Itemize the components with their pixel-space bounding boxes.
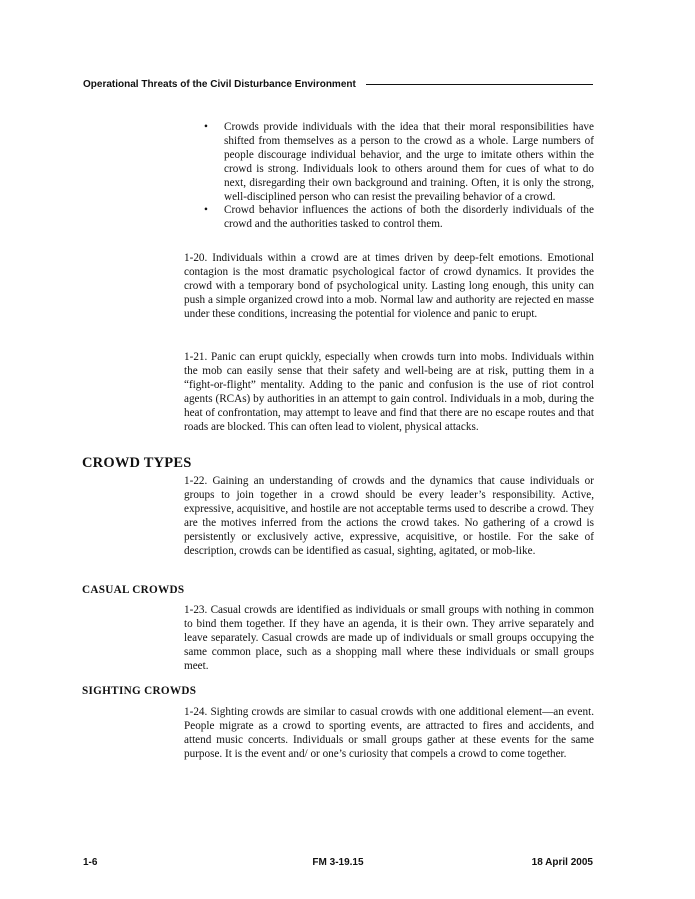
bullet-item	[184, 121, 594, 204]
bullet-text: Crowds provide individuals with the idea that their moral responsibilities have shifted from themselves as a person to the crowd as a whole. Large numbers of people discourage individual behavior, and the urge to imitate others within the crowd is strong. Individuals look to others around them for cues of what to do next, disregarding their own background and training. Often, it is only the strong, well-disciplined person who can resist the prevailing behavior of a crowd.	[224, 121, 594, 203]
paragraph-1-22-block	[184, 475, 594, 558]
paragraph-1-23: 1-23. Casual crowds are identified as individuals or small groups with nothing in common to bind them together. If they have an agenda, it is their own. They arrive separately and leave separately. Casual crowds are made up of individuals or small groups occupying the same common place, such as a shopping mall where these individuals or small groups meet.	[184, 604, 594, 672]
bullet-dot-icon: •	[204, 204, 208, 217]
page-footer	[83, 857, 593, 871]
paragraph-1-24: 1-24. Sighting crowds are similar to casual crowds with one additional element—an event. People migrate as a crowd to sporting events, are attracted to fires and accidents, and attend music concerts. Individuals or small groups gather at these events for the same purpose. It is the event and/ or one’s curiosity that compels a crowd to come together.	[184, 706, 594, 760]
bullet-list-block	[184, 121, 594, 232]
paragraph-1-22: 1-22. Gaining an understanding of crowds and the dynamics that cause individuals or groups to join together in a crowd should be every leader’s responsibility. Active, expressive, acquisitive, and hostile are not acceptable terms used to describe a crowd. They are the motives inferred from the actions the crowd takes. No gathering of a crowd is persistently or exclusively active, expressive, acquisitive, or hostile. For the sake of description, crowds can be identified as casual, sighting, agitated, or mob-like.	[184, 475, 594, 557]
bullet-dot-icon: •	[204, 121, 208, 133]
running-head	[83, 79, 593, 90]
subsection-heading-sighting-crowds: SIGHTING CROWDS	[82, 685, 197, 697]
paragraph-1-20: 1-20. Individuals within a crowd are at times driven by deep-felt emotions. Emotional contagion is the most dramatic psychological factor of crowd dynamics. It provides the crowd with a temporary bond of psychological unity. Lasting long enough, this unity can push a simple organized crowd into a mob. Normal law and authority are rejected en masse under these conditions, increasing the potential for violence and panic to erupt.	[184, 252, 594, 320]
bullet-text: Crowd behavior influences the actions of both the disorderly individuals of the crowd and the authorities tasked to control them.	[224, 204, 594, 231]
footer-manual-id: FM 3-19.15	[312, 857, 364, 868]
paragraph-1-23-block	[184, 604, 594, 674]
footer-page-number: 1-6	[83, 857, 98, 868]
section-heading-crowd-types: CROWD TYPES	[82, 455, 192, 471]
paragraph-1-20-block	[184, 252, 594, 322]
paragraph-1-21-block	[184, 351, 594, 434]
subsection-heading-casual-crowds: CASUAL CROWDS	[82, 584, 185, 596]
bullet-item	[184, 204, 594, 232]
footer-date: 18 April 2005	[531, 857, 593, 868]
running-head-rule	[366, 84, 593, 85]
running-head-title: Operational Threats of the Civil Disturbance Environment	[83, 79, 356, 90]
paragraph-1-24-block	[184, 706, 594, 762]
bullet-list	[184, 121, 594, 232]
paragraph-1-21: 1-21. Panic can erupt quickly, especially when crowds turn into mobs. Individuals within the mob can easily sense that their safety and well-being are at risk, putting them in a “fight-or-flight” mentality. Adding to the panic and confusion is the use of riot control agents (RCAs) by authorities in an attempt to gain control. Individuals in a mob, during the heat of confrontation, may attempt to leave and find that there are no escape routes and that roads are blocked. This can often lead to violent, physical attacks.	[184, 351, 594, 433]
